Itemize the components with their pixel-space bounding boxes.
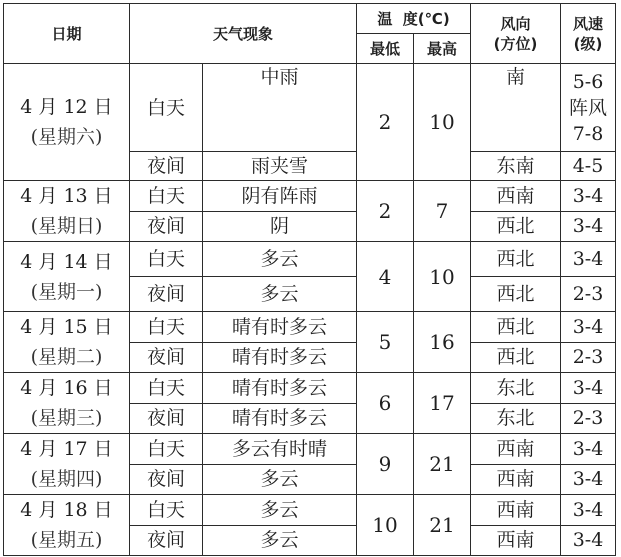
date-cell — [4, 373, 130, 434]
weather-day: 多云有时晴 — [203, 434, 357, 465]
date-label: 4 月 16 日 — [20, 377, 113, 399]
wind-speed-day: 3-4 — [561, 495, 616, 526]
wind-speed-night: 2-3 — [561, 277, 616, 312]
date-label: 4 月 17 日 — [20, 438, 113, 460]
wind-speed-night: 3-4 — [561, 525, 616, 556]
date-label: 4 月 18 日 — [20, 499, 113, 521]
table-row — [4, 495, 616, 526]
table-row — [4, 181, 616, 212]
table-row — [4, 64, 616, 152]
wind-speed-day: 3-4 — [561, 373, 616, 404]
date-label: 4 月 15 日 — [20, 316, 113, 338]
temp-max: 21 — [414, 434, 471, 495]
temp-max: 17 — [414, 373, 471, 434]
wind-direction-night: 东北 — [471, 403, 561, 434]
period-day: 白天 — [130, 495, 203, 526]
wind-speed-value: 5-6 — [572, 70, 604, 93]
temp-min: 6 — [357, 373, 414, 434]
weather-night: 晴有时多云 — [203, 403, 357, 434]
weather-night: 多云 — [203, 277, 357, 312]
table-row — [4, 242, 616, 277]
wind-gust-value: 7-8 — [572, 122, 604, 145]
wind-direction-day: 西南 — [471, 434, 561, 465]
period-night: 夜间 — [130, 277, 203, 312]
weather-night: 晴有时多云 — [203, 342, 357, 373]
wind-direction-day: 西南 — [471, 181, 561, 212]
weekday-label: (星期一) — [30, 280, 103, 303]
period-night: 夜间 — [130, 403, 203, 434]
temp-min: 10 — [357, 495, 414, 556]
wind-speed-day: 3-4 — [561, 312, 616, 343]
wind-speed-day: 3-4 — [561, 181, 616, 212]
period-day: 白天 — [130, 181, 203, 212]
weekday-label: (星期四) — [30, 468, 103, 490]
date-cell — [4, 434, 130, 495]
weekday-label: (星期三) — [30, 407, 103, 429]
header-wind-speed-label: 风速 — [573, 14, 604, 33]
wind-speed-day — [561, 64, 616, 152]
table-row — [4, 434, 616, 465]
date-cell — [4, 64, 130, 181]
header-wind-direction-label: 风向 — [500, 14, 531, 33]
temp-max: 21 — [414, 495, 471, 556]
header-weather: 天气现象 — [130, 4, 357, 64]
weather-night: 雨夹雪 — [203, 152, 357, 181]
date-cell — [4, 181, 130, 242]
period-day: 白天 — [130, 434, 203, 465]
weather-day: 阴有阵雨 — [203, 181, 357, 212]
wind-speed-night: 4-5 — [561, 152, 616, 181]
header-temperature: 温 度(℃) — [357, 4, 471, 34]
temp-min: 2 — [357, 64, 414, 181]
weather-day: 中雨 — [203, 64, 357, 152]
temp-min: 2 — [357, 181, 414, 242]
period-day: 白天 — [130, 64, 203, 152]
period-night: 夜间 — [130, 342, 203, 373]
wind-direction-night: 东南 — [471, 152, 561, 181]
period-night: 夜间 — [130, 525, 203, 556]
table-row — [4, 312, 616, 343]
wind-direction-night: 西南 — [471, 525, 561, 556]
temp-max: 16 — [414, 312, 471, 373]
temp-min: 5 — [357, 312, 414, 373]
weather-night: 阴 — [203, 211, 357, 242]
wind-gust-label: 阵风 — [569, 96, 608, 119]
temp-max: 10 — [414, 64, 471, 181]
date-cell — [4, 242, 130, 312]
wind-speed-night: 2-3 — [561, 342, 616, 373]
date-label: 4 月 14 日 — [20, 250, 113, 273]
weather-day: 多云 — [203, 242, 357, 277]
header-wind-direction — [471, 4, 561, 64]
wind-speed-night: 3-4 — [561, 464, 616, 495]
wind-direction-night: 西南 — [471, 464, 561, 495]
wind-direction-day: 西北 — [471, 312, 561, 343]
weather-day: 晴有时多云 — [203, 373, 357, 404]
header-date: 日期 — [4, 4, 130, 64]
temp-min: 9 — [357, 434, 414, 495]
temp-max: 10 — [414, 242, 471, 312]
wind-direction-night: 西北 — [471, 342, 561, 373]
wind-direction-night: 西北 — [471, 277, 561, 312]
weather-night: 多云 — [203, 525, 357, 556]
date-label: 4 月 13 日 — [20, 185, 113, 207]
wind-speed-day: 3-4 — [561, 242, 616, 277]
wind-direction-day: 西北 — [471, 242, 561, 277]
header-wind-direction-unit: (方位) — [493, 34, 538, 53]
date-cell — [4, 312, 130, 373]
wind-direction-day: 东北 — [471, 373, 561, 404]
wind-direction-night: 西北 — [471, 211, 561, 242]
period-day: 白天 — [130, 312, 203, 343]
period-night: 夜间 — [130, 152, 203, 181]
weekday-label: (星期日) — [30, 215, 103, 237]
wind-direction-day: 南 — [471, 64, 561, 152]
date-label: 4 月 12 日 — [20, 96, 113, 118]
weekday-label: (星期六) — [30, 126, 103, 148]
weather-night: 多云 — [203, 464, 357, 495]
header-temp-max: 最高 — [414, 34, 471, 64]
date-cell — [4, 495, 130, 556]
wind-speed-night: 2-3 — [561, 403, 616, 434]
wind-direction-day: 西南 — [471, 495, 561, 526]
weekday-label: (星期五) — [30, 529, 103, 551]
period-night: 夜间 — [130, 211, 203, 242]
period-night: 夜间 — [130, 464, 203, 495]
period-day: 白天 — [130, 242, 203, 277]
header-temp-min: 最低 — [357, 34, 414, 64]
weather-day: 晴有时多云 — [203, 312, 357, 343]
period-day: 白天 — [130, 373, 203, 404]
weather-day: 多云 — [203, 495, 357, 526]
header-wind-speed — [561, 4, 616, 64]
wind-speed-day: 3-4 — [561, 434, 616, 465]
header-wind-speed-unit: (级) — [573, 34, 603, 53]
temp-max: 7 — [414, 181, 471, 242]
wind-speed-night: 3-4 — [561, 211, 616, 242]
weekday-label: (星期二) — [30, 346, 103, 368]
weather-forecast-table — [3, 3, 616, 556]
temp-min: 4 — [357, 242, 414, 312]
table-row — [4, 373, 616, 404]
